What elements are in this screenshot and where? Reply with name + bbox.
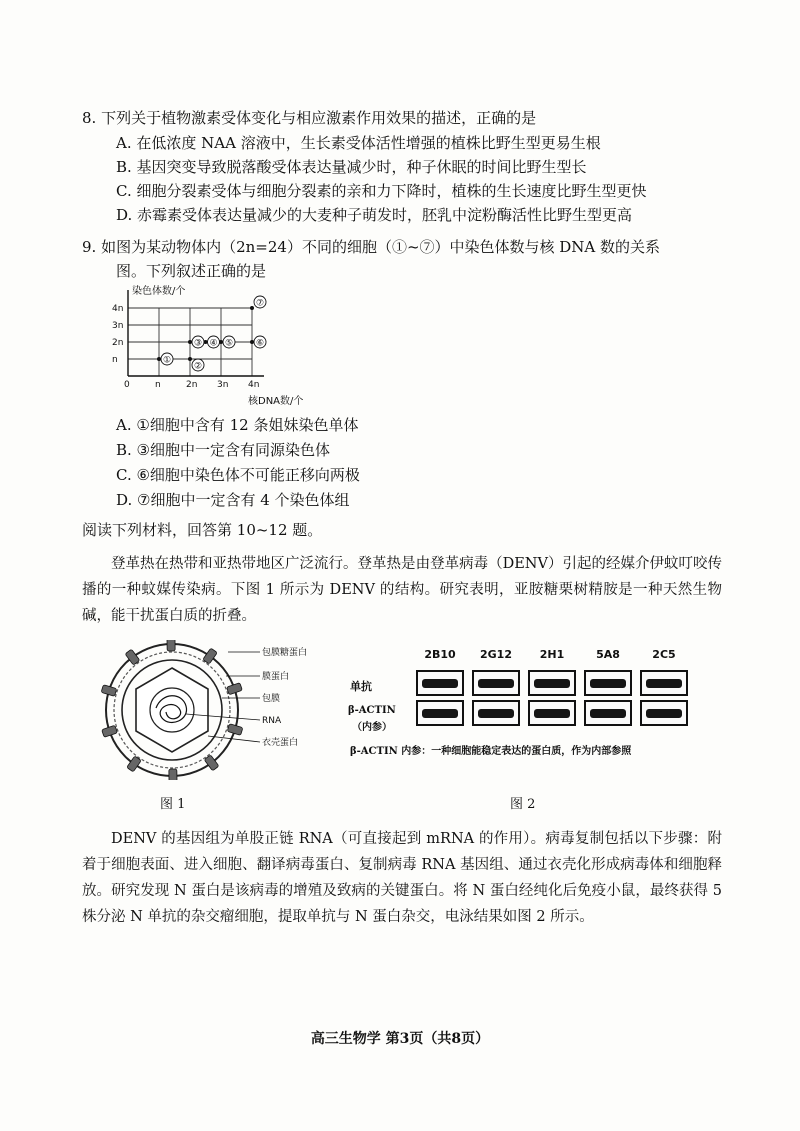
fig2-mab-lane bbox=[584, 670, 632, 696]
chart-y-tick: n bbox=[112, 355, 118, 365]
chart-point-label bbox=[254, 296, 266, 309]
q9-option-b: B. ③细胞中一定含有同源染色体 bbox=[116, 441, 331, 459]
fig2-band bbox=[534, 709, 570, 718]
chart-point-label bbox=[161, 353, 173, 366]
fig1-label-rna: RNA bbox=[262, 716, 282, 726]
fig2-band bbox=[534, 679, 570, 688]
fig1-label-envelope-glycoprotein: 包膜糖蛋白 bbox=[262, 648, 308, 658]
q8-option-b: B. 基因突变导致脱落酸受体表达量减少时，种子休眠的时间比野生型长 bbox=[116, 158, 587, 176]
chart-x-tick: n bbox=[155, 380, 161, 390]
chart-x-tick: 4n bbox=[248, 380, 260, 390]
reading-intro: 阅读下列材料，回答第 10~12 题。 bbox=[82, 521, 323, 539]
fig1-label-envelope: 包膜 bbox=[262, 694, 281, 704]
chart-point-label bbox=[192, 359, 204, 372]
paragraph-1-text: 登革热在热带和亚热带地区广泛流行。登革热是由登革病毒（DENV）引起的经媒介伊蚊叮咬传播的一种蚊媒传染病。下图 1 所示为 DENV 的结构。研究表明，亚胺糖栗树精胺是一种天然生物碱，能干扰蛋白质的折叠。 bbox=[82, 556, 722, 624]
figure1-caption: 图 1 bbox=[160, 797, 186, 812]
fig2-band bbox=[478, 679, 514, 688]
chart-y-tick: 4n bbox=[112, 304, 124, 314]
fig1-envelope-protein bbox=[169, 769, 177, 780]
fig1-envelope-protein bbox=[227, 683, 243, 695]
chart-y-tick: 2n bbox=[112, 338, 124, 348]
fig2-actin-lane bbox=[416, 700, 464, 726]
fig2-mab-lane bbox=[416, 670, 464, 696]
q8-option-d: D. 赤霉素受体表达量减少的大麦种子萌发时，胚乳中淀粉酶活性比野生型更高 bbox=[116, 206, 633, 224]
fig2-band bbox=[646, 709, 682, 718]
fig1-label-membrane-protein: 膜蛋白 bbox=[262, 672, 290, 682]
svg-text:⑥: ⑥ bbox=[255, 338, 265, 349]
figure1-virus-diagram bbox=[82, 640, 322, 780]
svg-text:③: ③ bbox=[193, 338, 203, 349]
chart-x-tick: 0 bbox=[124, 380, 130, 390]
fig2-actin-lane bbox=[472, 700, 520, 726]
chart-ylabel: 染色体数/个 bbox=[132, 286, 186, 297]
q9-option-c: C. ⑥细胞中染色体不可能正移向两极 bbox=[116, 466, 360, 484]
chart-xlabel: 核DNA数/个 bbox=[248, 396, 304, 407]
fig2-mab-lane bbox=[640, 670, 688, 696]
figure2-note: β-ACTIN 内参：一种细胞能稳定表达的蛋白质，作为内部参照 bbox=[350, 746, 632, 757]
fig2-actin-lane bbox=[640, 700, 688, 726]
chart-point bbox=[204, 340, 208, 344]
svg-text:⑦: ⑦ bbox=[255, 298, 265, 309]
fig1-label-capsid-protein: 衣壳蛋白 bbox=[262, 738, 299, 748]
paragraph-2-text: DENV 的基因组为单股正链 RNA（可直接起到 mRNA 的作用）。病毒复制包括以下步骤：附着于细胞表面、进入细胞、翻译病毒蛋白、复制病毒 RNA 基因组、通过衣壳化形成病毒体和细胞释放。研究发现 N 蛋白是该病毒的增殖及致病的关键蛋白。将 N 蛋白经纯化后免疫小鼠，最终获得 5 株分泌 N 单抗的杂交瘤细胞，提取单抗与 N 蛋白杂交，电泳结果如图 2 所示。 bbox=[82, 831, 722, 925]
fig2-lane-label: 2G12 bbox=[480, 648, 512, 661]
page-footer: 高三生物学 第3页（共8页） bbox=[310, 1031, 490, 1047]
fig2-band bbox=[590, 679, 626, 688]
svg-text:②: ② bbox=[193, 361, 203, 372]
chart-point bbox=[188, 340, 192, 344]
fig2-band bbox=[422, 679, 458, 688]
fig1-envelope-protein bbox=[167, 640, 175, 651]
chart-x-tick: 3n bbox=[217, 380, 229, 390]
chart-point bbox=[157, 357, 161, 361]
q8-option-c: C. 细胞分裂素受体与细胞分裂素的亲和力下降时，植株的生长速度比野生型更快 bbox=[116, 182, 647, 200]
fig2-band bbox=[478, 709, 514, 718]
fig2-actin-lane bbox=[584, 700, 632, 726]
fig2-lane-label: 2H1 bbox=[539, 648, 565, 661]
q9-chart bbox=[100, 282, 310, 412]
paragraph-2 bbox=[82, 826, 722, 930]
paragraph-1 bbox=[82, 551, 722, 629]
fig2-lane-label: 2C5 bbox=[652, 648, 676, 661]
figure2-blot bbox=[348, 648, 688, 738]
fig1-envelope-protein bbox=[102, 725, 118, 737]
q8-option-a: A. 在低浓度 NAA 溶液中，生长素受体活性增强的植株比野生型更易生根 bbox=[116, 134, 601, 152]
q8-stem: 8. 下列关于植物激素受体变化与相应激素作用效果的描述，正确的是 bbox=[82, 109, 537, 127]
fig2-actin-lane bbox=[528, 700, 576, 726]
fig2-row-label-mab: 单抗 bbox=[350, 680, 372, 693]
chart-point bbox=[188, 357, 192, 361]
q9-stem-line1: 9. 如图为某动物体内（2n=24）不同的细胞（①~⑦）中染色体数与核 DNA 数的关系 bbox=[82, 238, 661, 256]
svg-text:①: ① bbox=[162, 355, 172, 366]
fig1-envelope-protein bbox=[227, 724, 243, 736]
q9-option-a: A. ①细胞中含有 12 条姐妹染色单体 bbox=[116, 416, 359, 434]
chart-point-label bbox=[223, 336, 235, 349]
chart-point bbox=[250, 306, 254, 310]
chart-y-tick: 3n bbox=[112, 321, 124, 331]
fig2-mab-lane bbox=[528, 670, 576, 696]
chart-point bbox=[250, 340, 254, 344]
fig2-lane-label: 5A8 bbox=[596, 648, 620, 661]
fig1-envelope-protein bbox=[101, 685, 117, 697]
chart-point-label bbox=[192, 336, 204, 349]
chart-point bbox=[219, 340, 223, 344]
fig2-mab-lane bbox=[472, 670, 520, 696]
fig2-band bbox=[422, 709, 458, 718]
chart-x-tick: 2n bbox=[186, 380, 198, 390]
chart-point-label bbox=[208, 336, 220, 349]
svg-text:⑤: ⑤ bbox=[224, 338, 234, 349]
fig2-band bbox=[646, 679, 682, 688]
fig2-lane-label: 2B10 bbox=[424, 648, 456, 661]
q9-stem-line2: 图。下列叙述正确的是 bbox=[116, 262, 267, 280]
q9-option-d: D. ⑦细胞中一定含有 4 个染色体组 bbox=[116, 491, 350, 509]
svg-text:④: ④ bbox=[209, 338, 218, 349]
fig2-band bbox=[590, 709, 626, 718]
fig2-row-label-actin: β-ACTIN bbox=[348, 705, 396, 716]
figure2-caption: 图 2 bbox=[510, 797, 536, 812]
fig2-row-label-actin-sub: （内参） bbox=[352, 722, 392, 733]
chart-point-label bbox=[254, 336, 266, 349]
